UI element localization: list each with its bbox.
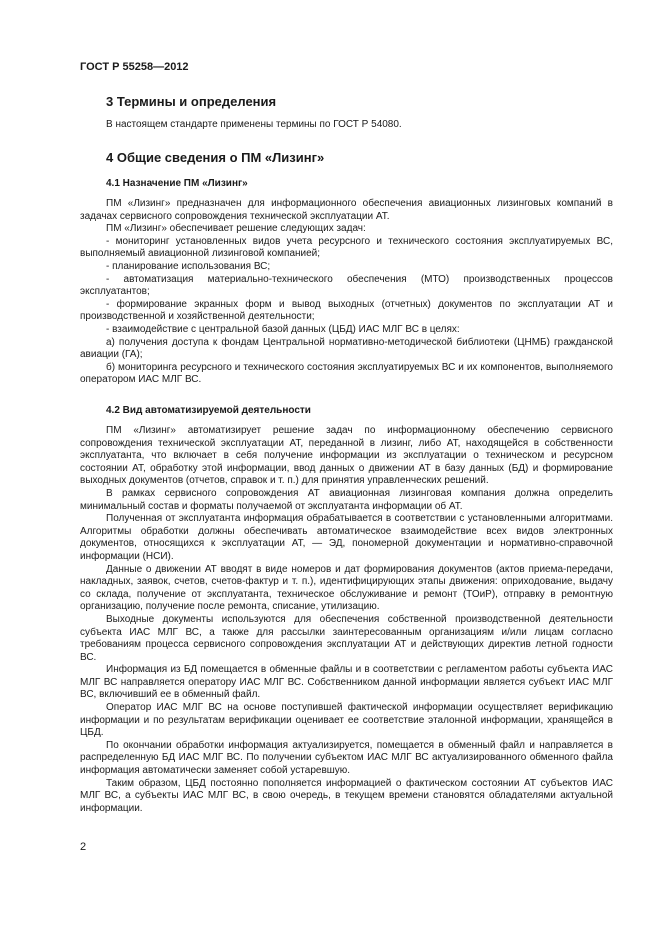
list-item: - формирование экранных форм и вывод выходных (отчетных) документов по эксплуатации АТ и производственной и хозяйственной деятельности; [80,298,613,323]
paragraph: ПМ «Лизинг» обеспечивает решение следующих задач: [106,223,366,235]
paragraph: В настоящем стандарте применены термины по ГОСТ Р 54080. [106,119,402,130]
subsection-4-2-body [80,425,613,815]
section-3-body [80,119,613,132]
paragraph: Оператор ИАС МЛГ ВС на основе поступившей фактической информации осуществляет верификацию информации и по результатам верификации оценивает ее соответствие эталонной информации, хранящейся в ЦБД. [80,702,613,739]
paragraph: Информация из БД помещается в обменные файлы и в соответствии с регламентом работы субъекта ИАС МЛГ ВС направляется оператору ИАС МЛГ ВС. Собственником данной информации является субъект ИАС МЛГ ВС, включивший ее в обменный файл. [80,664,613,701]
paragraph: По окончании обработки информация актуализируется, помещается в обменный файл и направляется в распределенную БД ИАС МЛГ ВС. По получении субъектом ИАС МЛГ ВС актуализированного обменного файла информация автоматически заменяет собой устаревшую. [80,739,613,777]
list-item: а) получения доступа к фондам Центральной нормативно-методической библиотеки (ЦНМБ) гражданской авиации (ГА); [80,336,613,361]
section-4-title: 4 Общие сведения о ПМ «Лизинг» [106,150,325,165]
subsection-4-2-title: 4.2 Вид автоматизируемой деятельности [106,405,311,416]
section-3-title: 3 Термины и определения [106,94,277,109]
document-header: ГОСТ Р 55258—2012 [80,61,189,73]
paragraph: Таким образом, ЦБД постоянно пополняется информацией о фактическом состоянии АТ субъектов ИАС МЛГ ВС, а субъекты ИАС МЛГ ВС, в свою очередь, в текущем времени становятся обладателями актуальной информации. [80,777,613,814]
paragraph: Данные о движении АТ вводят в виде номеров и дат формирования документов (актов приема-передачи, накладных, заявок, счетов, счетов-фактур и т. п.), идентифицирующих этапы движения: оприходование, выдачу со склада, получение от эксплуатанта, техническое обслуживание и ремонт (ТОиР), отправку в ремонтную организацию, получение после ремонта, списание, утилизацию. [80,563,613,613]
subsection-4-1-title: 4.1 Назначение ПМ «Лизинг» [106,178,248,189]
list-item: - мониторинг установленных видов учета ресурсного и технического состояния эксплуатируемых ВС, выполняемый авиационной лизинговой компанией; [80,235,613,260]
paragraph: ПМ «Лизинг» автоматизирует решение задач по информационному обеспечению сервисного сопровождения технической эксплуатации АТ, переданной в лизинг, либо АТ, находящейся в собственности эксплуатанта, что включает в себя получение информации из эксплуатации о техническом и ресурсном состоянии АТ, обработку этой информации, ввод данных о движении АТ в базу данных (БД) и формирование выходных документов (отчетов, справок и т. п.) для принятия управленческих решений. [80,425,613,487]
paragraph: ПМ «Лизинг» предназначен для информационного обеспечения авиационных лизинговых компаний в задачах сервисного сопровождения технической эксплуатации АТ. [80,198,613,222]
subsection-4-1-body [80,198,613,387]
list-item: - планирование использования ВС; [106,260,271,272]
page-number: 2 [80,841,87,853]
list-item: б) мониторинга ресурсного и технического состояния эксплуатируемых ВС и их компонентов, выполняемого оператором ИАС МЛГ ВС. [80,361,613,386]
paragraph: Полученная от эксплуатанта информация обрабатывается в соответствии с установленными алгоритмами. Алгоритмы обработки должны обеспечивать автоматическое взаимодействие всех видов электронных документов, относящихся к эксплуатации АТ, — ЭД, пономерной документации и нормативно-справочной информации (НСИ). [80,513,613,562]
list-item: - взаимодействие с центральной базой данных (ЦБД) ИАС МЛГ ВС в целях: [106,323,460,335]
paragraph: В рамках сервисного сопровождения АТ авиационная лизинговая компания должна определить минимальный состав и форматы получаемой от эксплуатанта информации об АТ. [80,487,613,512]
paragraph: Выходные документы используются для обеспечения собственной производственной деятельности субъекта ИАС МЛГ ВС, а также для рассылки заинтересованным организациям и/или лицам согласно требованиям процесса сервисного сопровождения эксплуатации АТ и действующих директив летной годности ВС. [80,613,613,663]
list-item: - автоматизация материально-технического обеспечения (МТО) производственных процессов эксплуатантов; [80,273,613,298]
